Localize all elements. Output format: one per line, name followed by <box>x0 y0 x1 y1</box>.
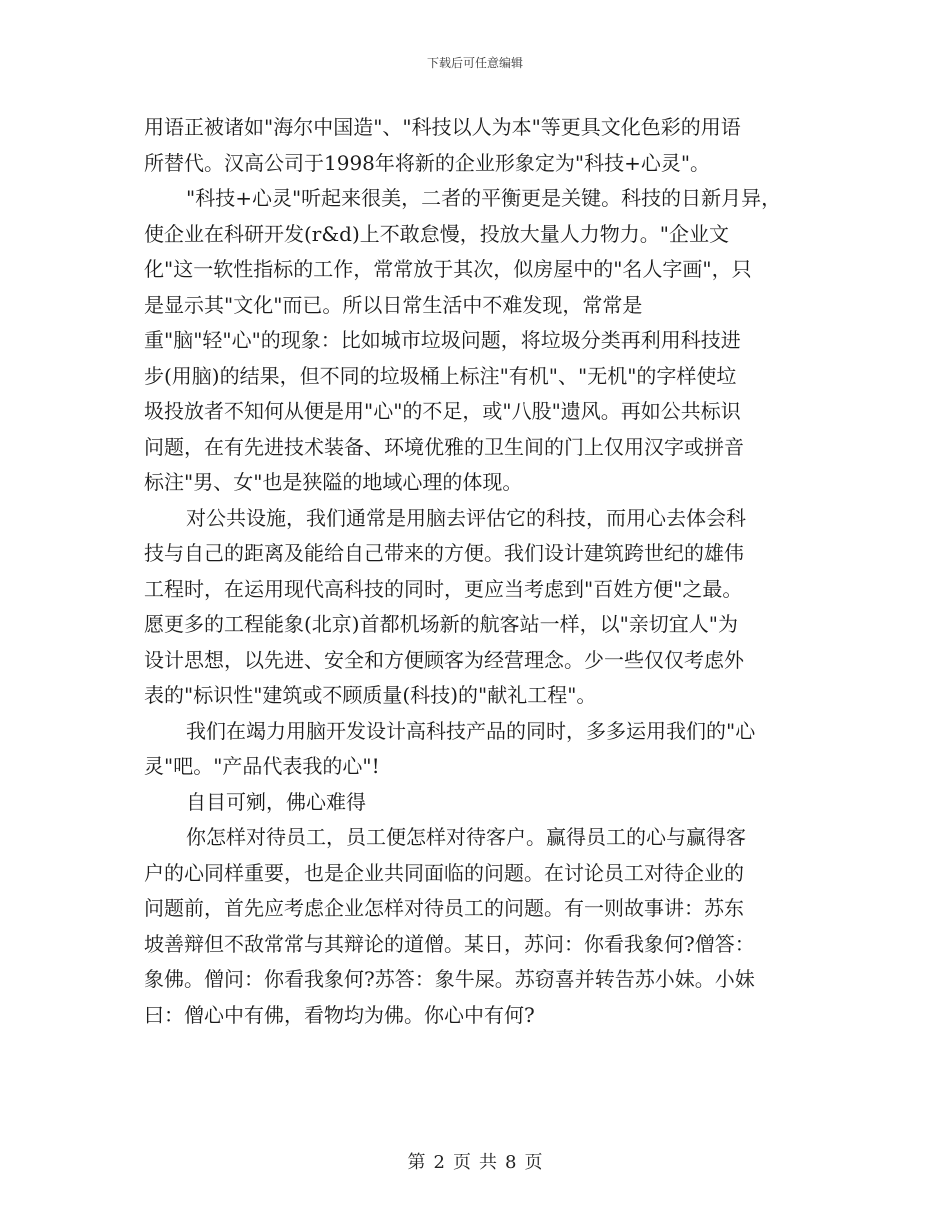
text-line: 使企业在科研开发(r&d)上不敢怠慢，投放大量人力物力。"企业文 <box>144 221 729 246</box>
paragraph-start: 我们在竭力用脑开发设计高科技产品的同时，多多运用我们的"心 <box>186 718 756 743</box>
section-heading: 自目可剜，佛心难得 <box>186 789 366 814</box>
text-line: 问题前，首先应考虑企业怎样对待员工的问题。有一则故事讲：苏东 <box>144 896 744 920</box>
text-line: 问题，在有先进技术装备、环境优雅的卫生间的门上仅用汉字或拼音 <box>144 434 744 459</box>
text-line: 工程时，在运用现代高科技的同时，更应当考虑到"百姓方便"之最。 <box>144 576 743 601</box>
total-page-count: 8 <box>505 1152 517 1173</box>
text-line: 是显示其"文化"而已。所以日常生活中不难发现，常常是 <box>144 292 643 317</box>
body-text <box>144 110 824 1033</box>
text-line: 愿更多的工程能象(北京)首都机场新的航客站一样，以"亲切宜人"为 <box>144 612 739 636</box>
text-line: 所替代。汉高公司于1998年将新的企业形象定为"科技+心灵"。 <box>144 150 711 175</box>
text-line: 表的"标识性"建筑或不顾质量(科技)的"献礼工程"。 <box>144 683 597 707</box>
page-header: 下载后可任意编辑 <box>426 56 523 70</box>
text-line: 技与自己的距离及能给自己带来的方便。我们设计建筑跨世纪的雄伟 <box>144 541 744 565</box>
text-line: 标注"男、女"也是狭隘的地域心理的体现。 <box>144 470 523 494</box>
text-line: 设计思想，以先进、安全和方便顾客为经营理念。少一些仅仅考虑外 <box>144 647 744 672</box>
text-line: 化"这一软性指标的工作，常常放于其次，似房屋中的"名人字画"，只 <box>144 257 752 281</box>
text-line: 重"脑"轻"心"的现象：比如城市垃圾问题，将垃圾分类再利用科技进 <box>144 328 741 352</box>
footer-label-di: 第 <box>407 1152 426 1173</box>
paragraph-start: 你怎样对待员工，员工便怎样对待客户。赢得员工的心与赢得客 <box>186 825 746 849</box>
paragraph-start: "科技+心灵"听起来很美，二者的平衡更是关键。科技的日新月异， <box>186 186 782 210</box>
text-line: 坡善辩但不敌常常与其辩论的道僧。某日，苏问：你看我象何?僧答： <box>144 931 755 956</box>
footer-label-gong: 共 <box>479 1152 497 1173</box>
text-line: 步(用脑)的结果，但不同的垃圾桶上标注"有机"、"无机"的字样使垃 <box>144 363 737 388</box>
current-page-number: 2 <box>433 1152 445 1173</box>
footer-label-ye2: 页 <box>524 1152 543 1173</box>
text-line: 用语正被诸如"海尔中国造"、"科技以人为本"等更具文化色彩的用语 <box>144 115 741 139</box>
page-footer <box>0 1148 950 1174</box>
text-line: 圾投放者不知何从便是用"心"的不足，或"八股"遗风。再如公共标识 <box>144 399 741 423</box>
paragraph-start: 对公共设施，我们通常是用脑去评估它的科技，而用心去体会科 <box>186 505 746 530</box>
text-line: 户的心同样重要，也是企业共同面临的问题。在讨论员工对待企业的 <box>144 860 744 885</box>
text-line: 曰：僧心中有佛，看物均为佛。你心中有何? <box>144 1002 535 1027</box>
footer-label-ye: 页 <box>453 1152 471 1173</box>
text-line: 灵"吧。"产品代表我的心"! <box>144 754 380 778</box>
text-line: 象佛。僧问：你看我象何?苏答：象牛屎。苏窃喜并转告苏小妹。小妹 <box>144 967 755 991</box>
